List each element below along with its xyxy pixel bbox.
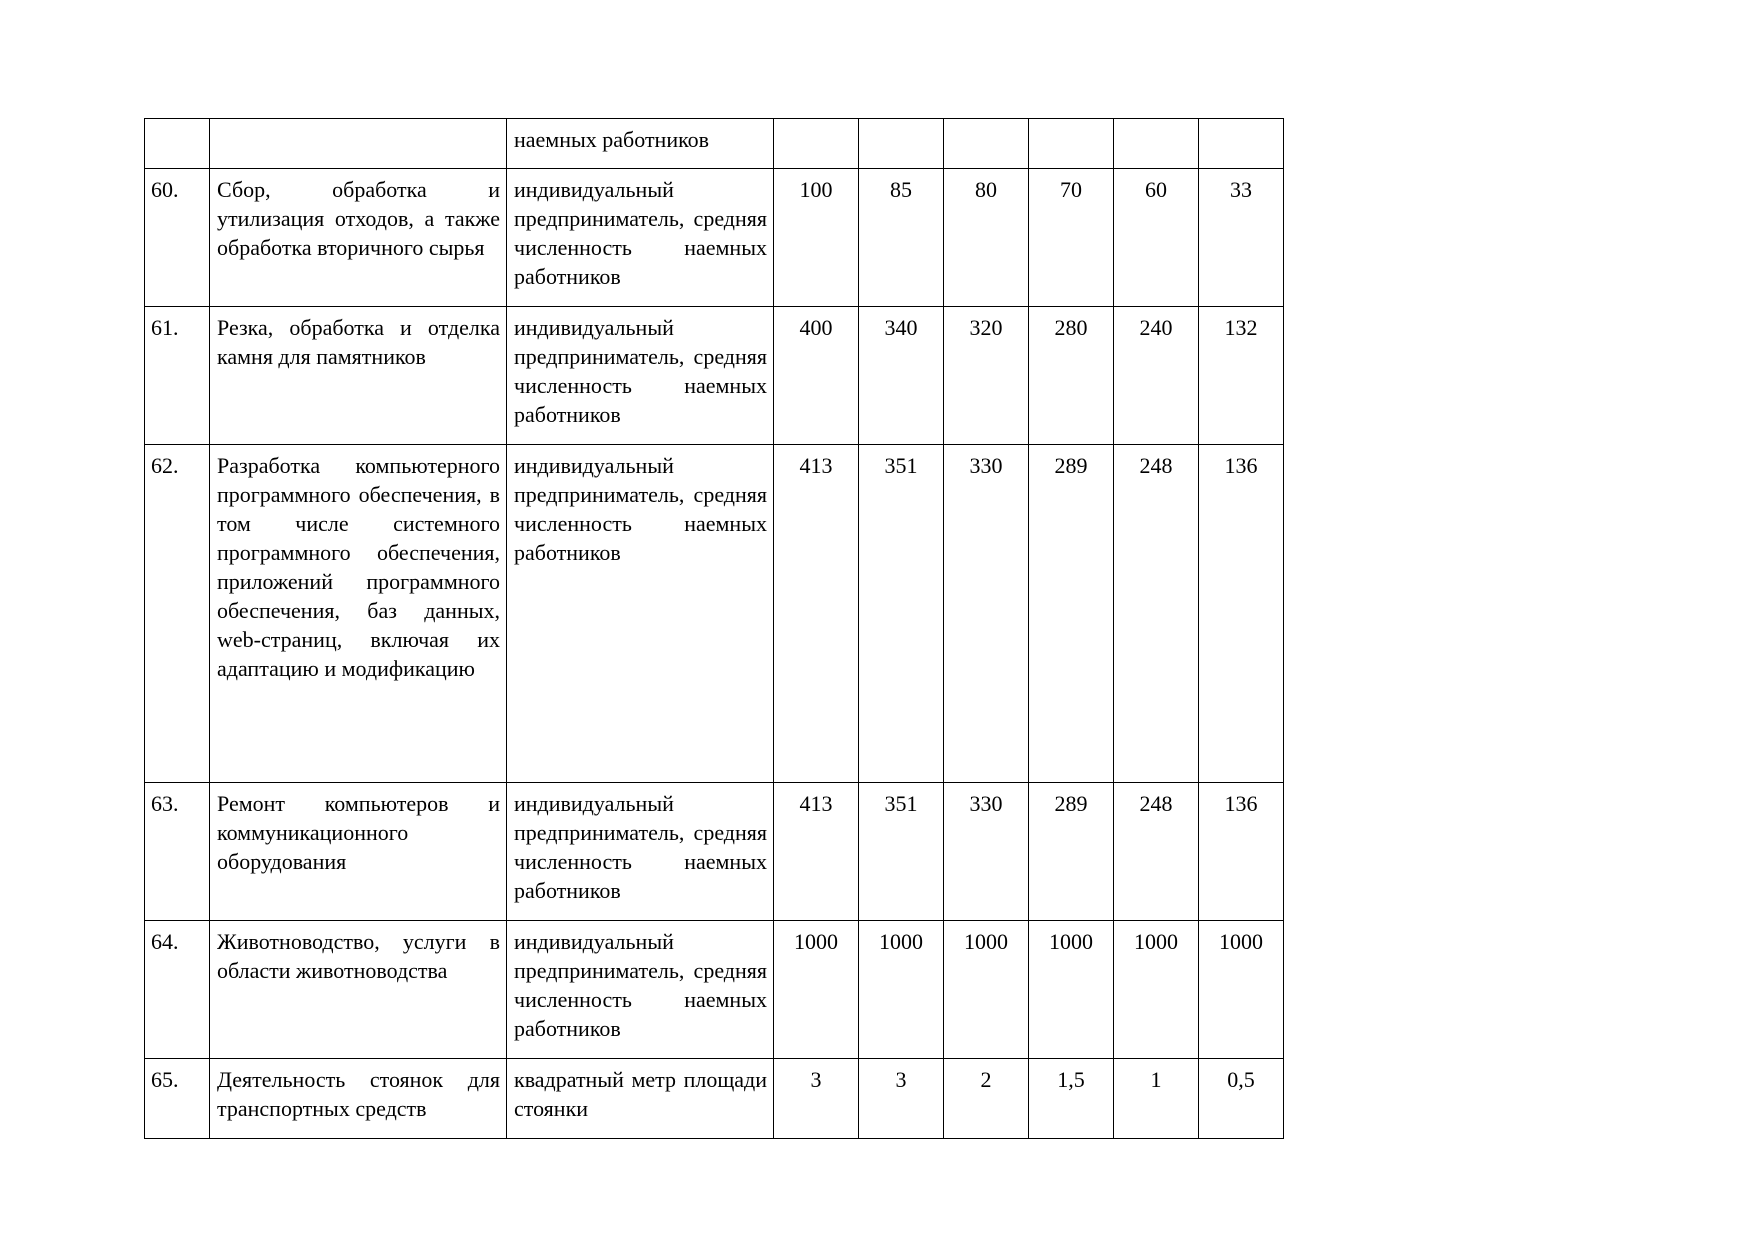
value-cell: 0,5 <box>1199 1059 1284 1139</box>
unit-cell: индивидуальный предприниматель, средняя численность наемных работников <box>507 445 774 783</box>
row-number-cell: 60. <box>145 169 210 307</box>
table-row <box>145 169 1284 307</box>
activity-name-cell: Резка, обработка и отделка камня для памятников <box>210 307 507 445</box>
activity-name-cell: Деятельность стоянок для транспортных средств <box>210 1059 507 1139</box>
value-cell: 1000 <box>1114 921 1199 1059</box>
row-number-cell: 63. <box>145 783 210 921</box>
value-cell: 136 <box>1199 445 1284 783</box>
value-cell: 400 <box>774 307 859 445</box>
row-number-cell <box>145 119 210 169</box>
value-cell: 330 <box>944 445 1029 783</box>
table-row-continuation <box>145 119 1284 169</box>
value-cell: 330 <box>944 783 1029 921</box>
value-cell: 2 <box>944 1059 1029 1139</box>
value-cell: 248 <box>1114 783 1199 921</box>
value-cell: 340 <box>859 307 944 445</box>
unit-cell: индивидуальный предприниматель, средняя численность наемных работников <box>507 783 774 921</box>
value-cell: 1000 <box>774 921 859 1059</box>
value-cell: 85 <box>859 169 944 307</box>
activity-name-cell <box>210 119 507 169</box>
row-number-cell: 65. <box>145 1059 210 1139</box>
row-number-cell: 64. <box>145 921 210 1059</box>
value-cell <box>859 119 944 169</box>
table-row <box>145 783 1284 921</box>
activity-name-cell: Животноводство, услуги в области животноводства <box>210 921 507 1059</box>
value-cell <box>1199 119 1284 169</box>
value-cell: 248 <box>1114 445 1199 783</box>
value-cell: 280 <box>1029 307 1114 445</box>
value-cell: 289 <box>1029 783 1114 921</box>
value-cell: 1000 <box>944 921 1029 1059</box>
value-cell: 351 <box>859 445 944 783</box>
value-cell: 3 <box>859 1059 944 1139</box>
value-cell: 1,5 <box>1029 1059 1114 1139</box>
value-cell: 60 <box>1114 169 1199 307</box>
value-cell <box>774 119 859 169</box>
value-cell: 1000 <box>1029 921 1114 1059</box>
unit-cell: наемных работников <box>507 119 774 169</box>
value-cell: 1 <box>1114 1059 1199 1139</box>
table-row <box>145 921 1284 1059</box>
value-cell: 289 <box>1029 445 1114 783</box>
value-cell: 1000 <box>1199 921 1284 1059</box>
value-cell: 136 <box>1199 783 1284 921</box>
value-cell: 132 <box>1199 307 1284 445</box>
value-cell: 413 <box>774 783 859 921</box>
unit-cell: индивидуальный предприниматель, средняя численность наемных работников <box>507 169 774 307</box>
value-cell: 3 <box>774 1059 859 1139</box>
activity-name-cell: Ремонт компьютеров и коммуникационного оборудования <box>210 783 507 921</box>
value-cell: 413 <box>774 445 859 783</box>
value-cell: 351 <box>859 783 944 921</box>
activity-name-cell: Разработка компьютерного программного обеспечения, в том числе системного программного обеспечения, приложений программного обеспечения, баз данных, web-страниц, включая их адаптацию и модификацию <box>210 445 507 783</box>
table-row <box>145 445 1284 783</box>
row-number-cell: 62. <box>145 445 210 783</box>
table-row <box>145 307 1284 445</box>
value-cell <box>1029 119 1114 169</box>
value-cell: 1000 <box>859 921 944 1059</box>
value-cell: 33 <box>1199 169 1284 307</box>
unit-cell: индивидуальный предприниматель, средняя численность наемных работников <box>507 307 774 445</box>
value-cell: 320 <box>944 307 1029 445</box>
unit-cell: квадратный метр площади стоянки <box>507 1059 774 1139</box>
value-cell: 70 <box>1029 169 1114 307</box>
value-cell <box>944 119 1029 169</box>
value-cell: 100 <box>774 169 859 307</box>
row-number-cell: 61. <box>145 307 210 445</box>
value-cell <box>1114 119 1199 169</box>
table-row <box>145 1059 1284 1139</box>
unit-cell: индивидуальный предприниматель, средняя численность наемных работников <box>507 921 774 1059</box>
activity-name-cell: Сбор, обработка и утилизация отходов, а также обработка вторичного сырья <box>210 169 507 307</box>
value-cell: 240 <box>1114 307 1199 445</box>
rates-table <box>144 118 1284 1139</box>
value-cell: 80 <box>944 169 1029 307</box>
